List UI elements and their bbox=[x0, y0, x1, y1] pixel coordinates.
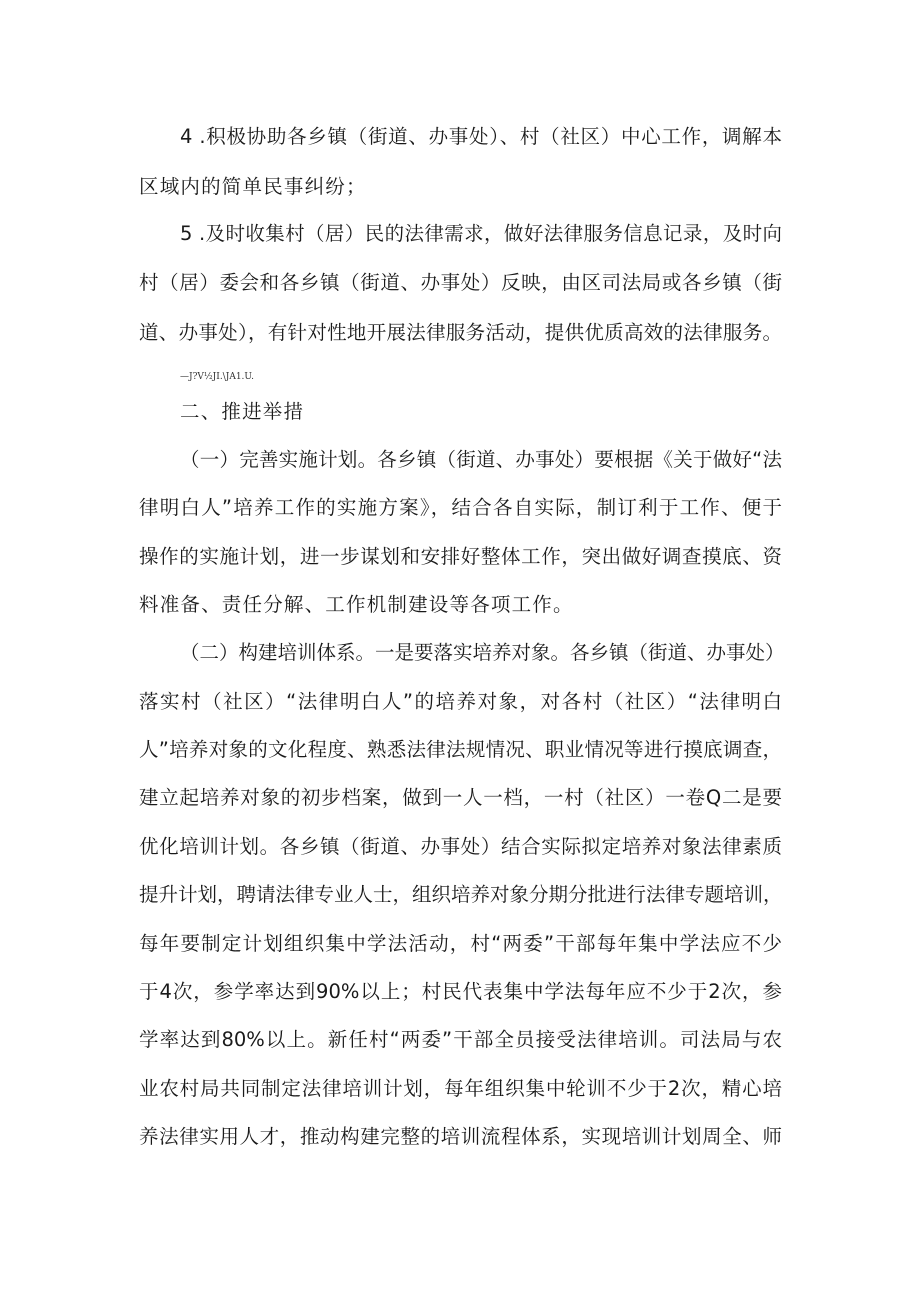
section-2-p2-line-2: 落实村（社区）“法律明白人”的培养对象，对各村（社区）“法律明白 bbox=[139, 690, 782, 713]
section-2-p1-line-3: 操作的实施计划，进一步谋划和安排好整体工作，突出做好调查摸底、资 bbox=[139, 545, 782, 568]
item-4-line-2: 区域内的简单民事纠纷； bbox=[139, 175, 367, 198]
section-2-p2-line-4: 建立起培养对象的初步档案，做到一人一档，一村（社区）一卷Q二是要 bbox=[139, 786, 782, 809]
section-2-p2-line-7: 每年要制定计划组织集中学法活动，村“两委”干部每年集中学法应不少 bbox=[139, 932, 782, 955]
item-4-line-1: 4 .积极协助各乡镇（街道、办事处）、村（社区）中心工作，调解本 bbox=[180, 125, 782, 148]
section-2-p2-line-11: 养法律实用人才，推动构建完整的培训流程体系，实现培训计划周全、师 bbox=[139, 1125, 782, 1148]
item-5-line-1: 5 .及时收集村（居）民的法律需求，做好法律服务信息记录，及时向 bbox=[180, 222, 782, 245]
section-2-heading: 二、推进举措 bbox=[180, 400, 305, 423]
garbled-mark: —J?V½JI.\JA1.U. bbox=[180, 372, 255, 382]
item-5-line-3: 道、办事处），有针对性地开展法律服务活动，提供优质高效的法律服务。 bbox=[139, 321, 782, 344]
section-2-p2-line-8: 于4次，参学率达到90%以上；村民代表集中学法每年应不少于2次，参 bbox=[139, 980, 782, 1003]
section-2-p1-line-2: 律明白人”培养工作的实施方案》，结合各自实际，制订利于工作、便于 bbox=[139, 496, 782, 519]
section-2-p2-line-5: 优化培训计划。各乡镇（街道、办事处）结合实际拟定培养对象法律素质 bbox=[139, 835, 782, 858]
section-2-p2-line-10: 业农村局共同制定法律培训计划，每年组织集中轮训不少于2次，精心培 bbox=[139, 1077, 782, 1100]
section-2-p2-line-1: （二）构建培训体系。一是要落实培养对象。各乡镇（街道、办事处） bbox=[180, 641, 785, 664]
section-2-p2-line-6: 提升计划，聘请法律专业人士，组织培养对象分期分批进行法律专题培训， bbox=[139, 883, 783, 906]
section-2-p1-line-1: （一）完善实施计划。各乡镇（街道、办事处）要根据《关于做好“法 bbox=[180, 448, 782, 471]
section-2-p1-line-4: 料准备、责任分解、工作机制建设等各项工作。 bbox=[139, 593, 574, 616]
section-2-p2-line-9: 学率达到80%以上。新任村“两委”干部全员接受法律培训。司法局与农 bbox=[139, 1028, 782, 1051]
section-2-p2-line-3: 人”培养对象的文化程度、熟悉法律法规情况、职业情况等进行摸底调查， bbox=[139, 738, 782, 761]
item-5-line-2: 村（居）委会和各乡镇（街道、办事处）反映，由区司法局或各乡镇（街 bbox=[139, 271, 782, 294]
